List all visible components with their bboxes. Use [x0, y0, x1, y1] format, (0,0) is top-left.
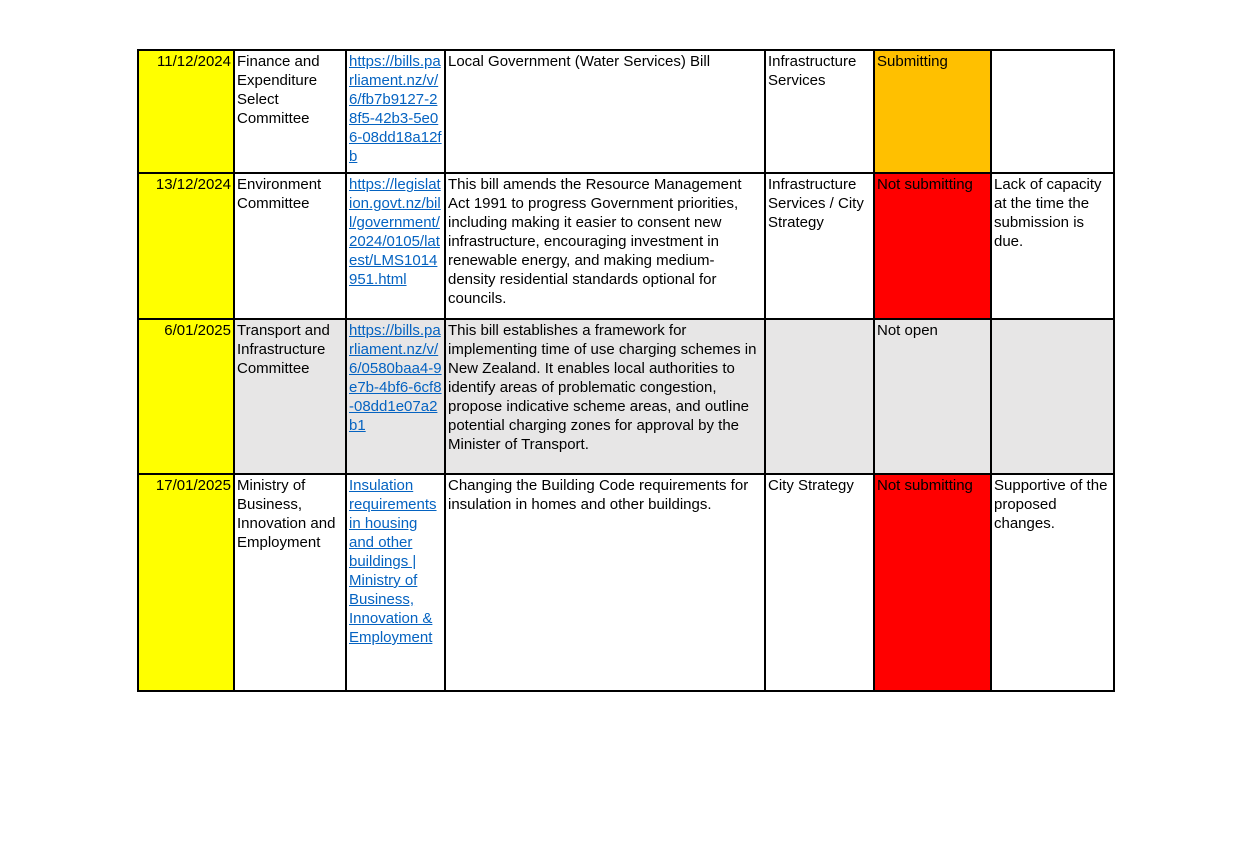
comments-cell[interactable]: Supportive of the proposed changes. — [991, 474, 1114, 691]
status-cell[interactable]: Not submitting — [874, 474, 991, 691]
status-cell[interactable]: Not open — [874, 319, 991, 474]
comments-cell[interactable]: Lack of capacity at the time the submission is due. — [991, 173, 1114, 319]
teams-cell[interactable]: City Strategy — [765, 474, 874, 691]
date-cell[interactable]: 11/12/2024 — [138, 50, 234, 173]
link-cell[interactable] — [346, 319, 445, 474]
teams-cell[interactable]: Infrastructure Services / City Strategy — [765, 173, 874, 319]
committee-cell[interactable]: Finance and Expenditure Select Committee — [234, 50, 346, 173]
committee-cell[interactable]: Ministry of Business, Innovation and Employment — [234, 474, 346, 691]
link-cell[interactable] — [346, 50, 445, 173]
table-row — [138, 50, 1114, 173]
bill-link[interactable]: https://bills.parliament.nz/v/6/0580baa4-9e7b-4bf6-6cf8-08dd1e07a2b1 — [349, 322, 442, 434]
status-cell[interactable]: Not submitting — [874, 173, 991, 319]
comments-cell[interactable] — [991, 50, 1114, 173]
bill-link[interactable]: https://bills.parliament.nz/v/6/fb7b9127-28f5-42b3-5e06-08dd18a12fb — [349, 53, 442, 165]
teams-cell[interactable] — [765, 319, 874, 474]
table-row — [138, 474, 1114, 691]
date-cell[interactable]: 6/01/2025 — [138, 319, 234, 474]
submissions-table — [137, 49, 1115, 692]
link-cell[interactable] — [346, 173, 445, 319]
description-cell[interactable]: Changing the Building Code requirements for insulation in homes and other buildings. — [445, 474, 765, 691]
status-cell[interactable]: Submitting — [874, 50, 991, 173]
committee-cell[interactable]: Environment Committee — [234, 173, 346, 319]
teams-cell[interactable]: Infrastructure Services — [765, 50, 874, 173]
date-cell[interactable]: 13/12/2024 — [138, 173, 234, 319]
committee-cell[interactable]: Transport and Infrastructure Committee — [234, 319, 346, 474]
link-cell[interactable] — [346, 474, 445, 691]
description-cell[interactable]: This bill establishes a framework for implementing time of use charging schemes in New Zealand. It enables local authorities to identify areas of problematic congestion, propose indicative scheme areas, and outline potential charging zones for approval by the Minister of Transport. — [445, 319, 765, 474]
description-cell[interactable]: Local Government (Water Services) Bill — [445, 50, 765, 173]
description-cell[interactable]: This bill amends the Resource Management Act 1991 to progress Government priorities, including making it easier to consent new infrastructure, encouraging investment in renewable energy, and making medium-density residential standards optional for councils. — [445, 173, 765, 319]
table-row — [138, 319, 1114, 474]
table-row — [138, 173, 1114, 319]
bill-link[interactable]: https://legislation.govt.nz/bill/government/2024/0105/latest/LMS1014951.html — [349, 176, 441, 288]
bill-link[interactable]: Insulation requirements in housing and other buildings | Ministry of Business, Innovation & Employment — [349, 477, 437, 646]
comments-cell[interactable] — [991, 319, 1114, 474]
date-cell[interactable]: 17/01/2025 — [138, 474, 234, 691]
